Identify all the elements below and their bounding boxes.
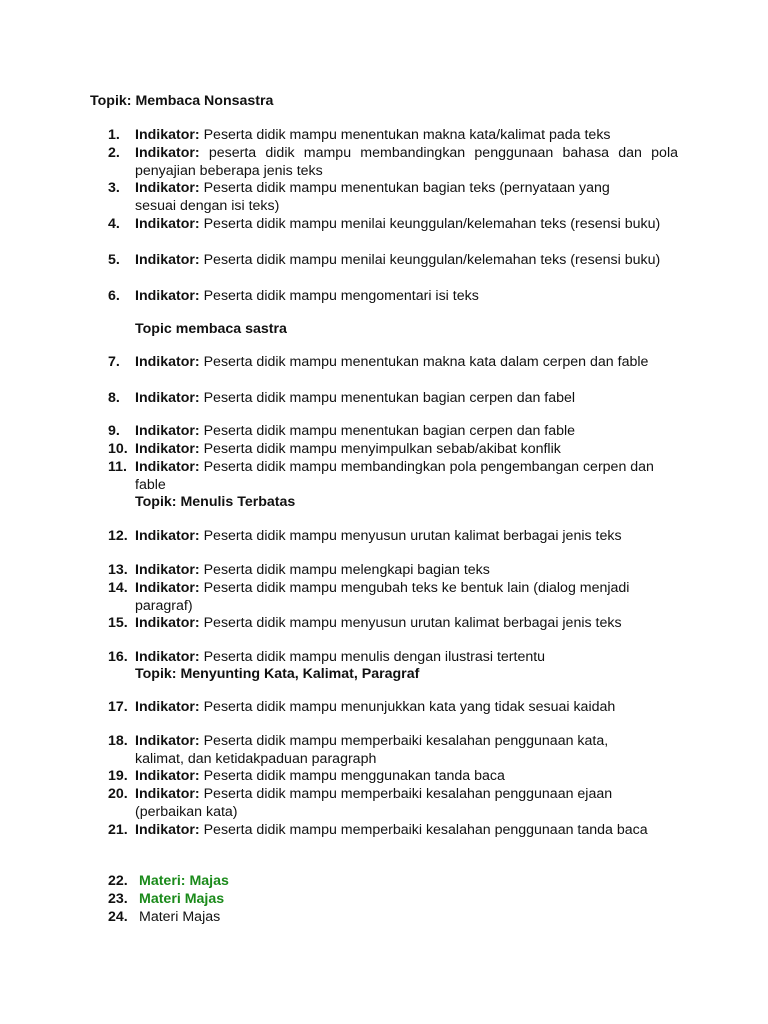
- list-item: [108, 615, 678, 633]
- materi-item: [108, 909, 678, 927]
- list-item: [108, 459, 663, 494]
- item-text: Peserta didik mampu menyusun urutan kalimat berbagai jenis teks: [203, 615, 622, 631]
- indikator-label: Indikator:: [135, 441, 200, 457]
- indikator-label: Indikator:: [135, 216, 200, 232]
- topic-heading-membaca-nonsastra: Topik: Membaca Nonsastra: [90, 93, 274, 109]
- indikator-label: Indikator:: [135, 145, 200, 161]
- indikator-label: Indikator:: [135, 786, 200, 802]
- item-text: Peserta didik mampu menunjukkan kata yang tidak sesuai kaidah: [203, 699, 616, 715]
- item-number: 9.: [108, 423, 120, 439]
- materi-item: [108, 873, 678, 891]
- list-item: [108, 354, 653, 372]
- list-item: [108, 390, 678, 408]
- list-item: [108, 180, 653, 215]
- item-number: 24.: [108, 909, 128, 925]
- indikator-label: Indikator:: [135, 127, 200, 143]
- indikator-label: Indikator:: [135, 423, 200, 439]
- item-number: 5.: [108, 252, 120, 268]
- item-number: 22.: [108, 873, 128, 889]
- item-text: Peserta didik mampu menulis dengan ilustrasi tertentu: [203, 649, 546, 665]
- item-number: 20.: [108, 786, 128, 802]
- item-text: Peserta didik mampu memperbaiki kesalahan penggunaan tanda baca: [203, 822, 648, 838]
- list-item: [108, 528, 678, 546]
- item-number: 12.: [108, 528, 128, 544]
- list-item: [108, 441, 678, 459]
- item-number: 8.: [108, 390, 120, 406]
- indikator-label: Indikator:: [135, 459, 200, 475]
- indikator-label: Indikator:: [135, 822, 200, 838]
- item-number: 23.: [108, 891, 128, 907]
- indikator-label: Indikator:: [135, 562, 200, 578]
- item-number: 15.: [108, 615, 128, 631]
- materi-text: Materi: Majas: [139, 873, 229, 889]
- list-item: [108, 733, 648, 768]
- item-number: 16.: [108, 649, 128, 665]
- list-item: [108, 786, 656, 821]
- list-item: [108, 768, 678, 786]
- topic-heading-menyunting: Topik: Menyunting Kata, Kalimat, Paragraf: [135, 666, 420, 682]
- item-number: 11.: [108, 459, 127, 475]
- item-number: 21.: [108, 822, 128, 838]
- item-number: 3.: [108, 180, 120, 196]
- item-number: 6.: [108, 288, 120, 304]
- item-number: 7.: [108, 354, 120, 370]
- item-text: Peserta didik mampu menentukan bagian cerpen dan fable: [203, 423, 576, 439]
- indikator-label: Indikator:: [135, 354, 200, 370]
- item-number: 10.: [108, 441, 128, 457]
- item-text: Peserta didik mampu menilai keunggulan/kelemahan teks (resensi buku): [203, 252, 661, 268]
- item-number: 13.: [108, 562, 128, 578]
- indikator-label: Indikator:: [135, 580, 200, 596]
- item-number: 14.: [108, 580, 128, 596]
- item-text: peserta didik mampu membandingkan penggunaan bahasa dan pola penyajian beberapa jenis teks: [135, 145, 678, 179]
- list-item: [108, 127, 678, 145]
- indikator-label: Indikator:: [135, 528, 200, 544]
- indikator-label: Indikator:: [135, 699, 200, 715]
- list-item: [108, 562, 678, 580]
- indikator-label: Indikator:: [135, 733, 200, 749]
- list-item: [108, 423, 678, 441]
- list-item: [108, 288, 678, 306]
- indikator-label: Indikator:: [135, 180, 200, 196]
- indikator-label: Indikator:: [135, 768, 200, 784]
- topic-heading-membaca-sastra: Topic membaca sastra: [135, 321, 287, 337]
- item-text: Peserta didik mampu menyusun urutan kalimat berbagai jenis teks: [203, 528, 622, 544]
- item-text: Peserta didik mampu menyimpulkan sebab/akibat konflik: [203, 441, 561, 457]
- materi-text: Materi Majas: [139, 891, 225, 907]
- list-item: [108, 649, 678, 667]
- item-text: Peserta didik mampu mengubah teks ke bentuk lain (dialog menjadi paragraf): [135, 580, 630, 614]
- indikator-label: Indikator:: [135, 390, 200, 406]
- item-text: Peserta didik mampu menentukan makna kata/kalimat pada teks: [203, 127, 611, 143]
- item-number: 19.: [108, 768, 128, 784]
- materi-item: [108, 891, 678, 909]
- item-number: 1.: [108, 127, 120, 143]
- list-item: [108, 216, 668, 234]
- indikator-label: Indikator:: [135, 252, 200, 268]
- item-text: Peserta didik mampu menilai keunggulan/kelemahan teks (resensi buku): [203, 216, 661, 232]
- list-item: [108, 699, 678, 717]
- topic-heading-menulis-terbatas: Topik: Menulis Terbatas: [135, 494, 296, 510]
- item-text: Peserta didik mampu menentukan bagian cerpen dan fabel: [203, 390, 576, 406]
- item-text: Peserta didik mampu menggunakan tanda baca: [203, 768, 505, 784]
- item-text: Peserta didik mampu memperbaiki kesalahan penggunaan ejaan (perbaikan kata): [135, 786, 613, 820]
- indikator-label: Indikator:: [135, 615, 200, 631]
- indikator-label: Indikator:: [135, 649, 200, 665]
- materi-text: Materi Majas: [139, 909, 221, 925]
- list-item: [108, 580, 664, 615]
- item-text: Peserta didik mampu menentukan makna kata dalam cerpen dan fable: [203, 354, 649, 370]
- item-text: Peserta didik mampu melengkapi bagian teks: [203, 562, 490, 578]
- list-item: [108, 145, 678, 180]
- list-item: [108, 252, 668, 270]
- indikator-label: Indikator:: [135, 288, 200, 304]
- item-number: 2.: [108, 145, 120, 161]
- item-number: 17.: [108, 699, 128, 715]
- item-text: Peserta didik mampu memperbaiki kesalahan penggunaan kata, kalimat, dan ketidakpaduan paragraph: [135, 733, 609, 767]
- item-number: 4.: [108, 216, 120, 232]
- item-number: 18.: [108, 733, 128, 749]
- item-text: Peserta didik mampu membandingkan pola pengembangan cerpen dan fable: [135, 459, 654, 493]
- item-text: Peserta didik mampu menentukan bagian teks (pernyataan yang sesuai dengan isi teks): [135, 180, 610, 214]
- item-text: Peserta didik mampu mengomentari isi teks: [203, 288, 479, 304]
- list-item: [108, 822, 678, 840]
